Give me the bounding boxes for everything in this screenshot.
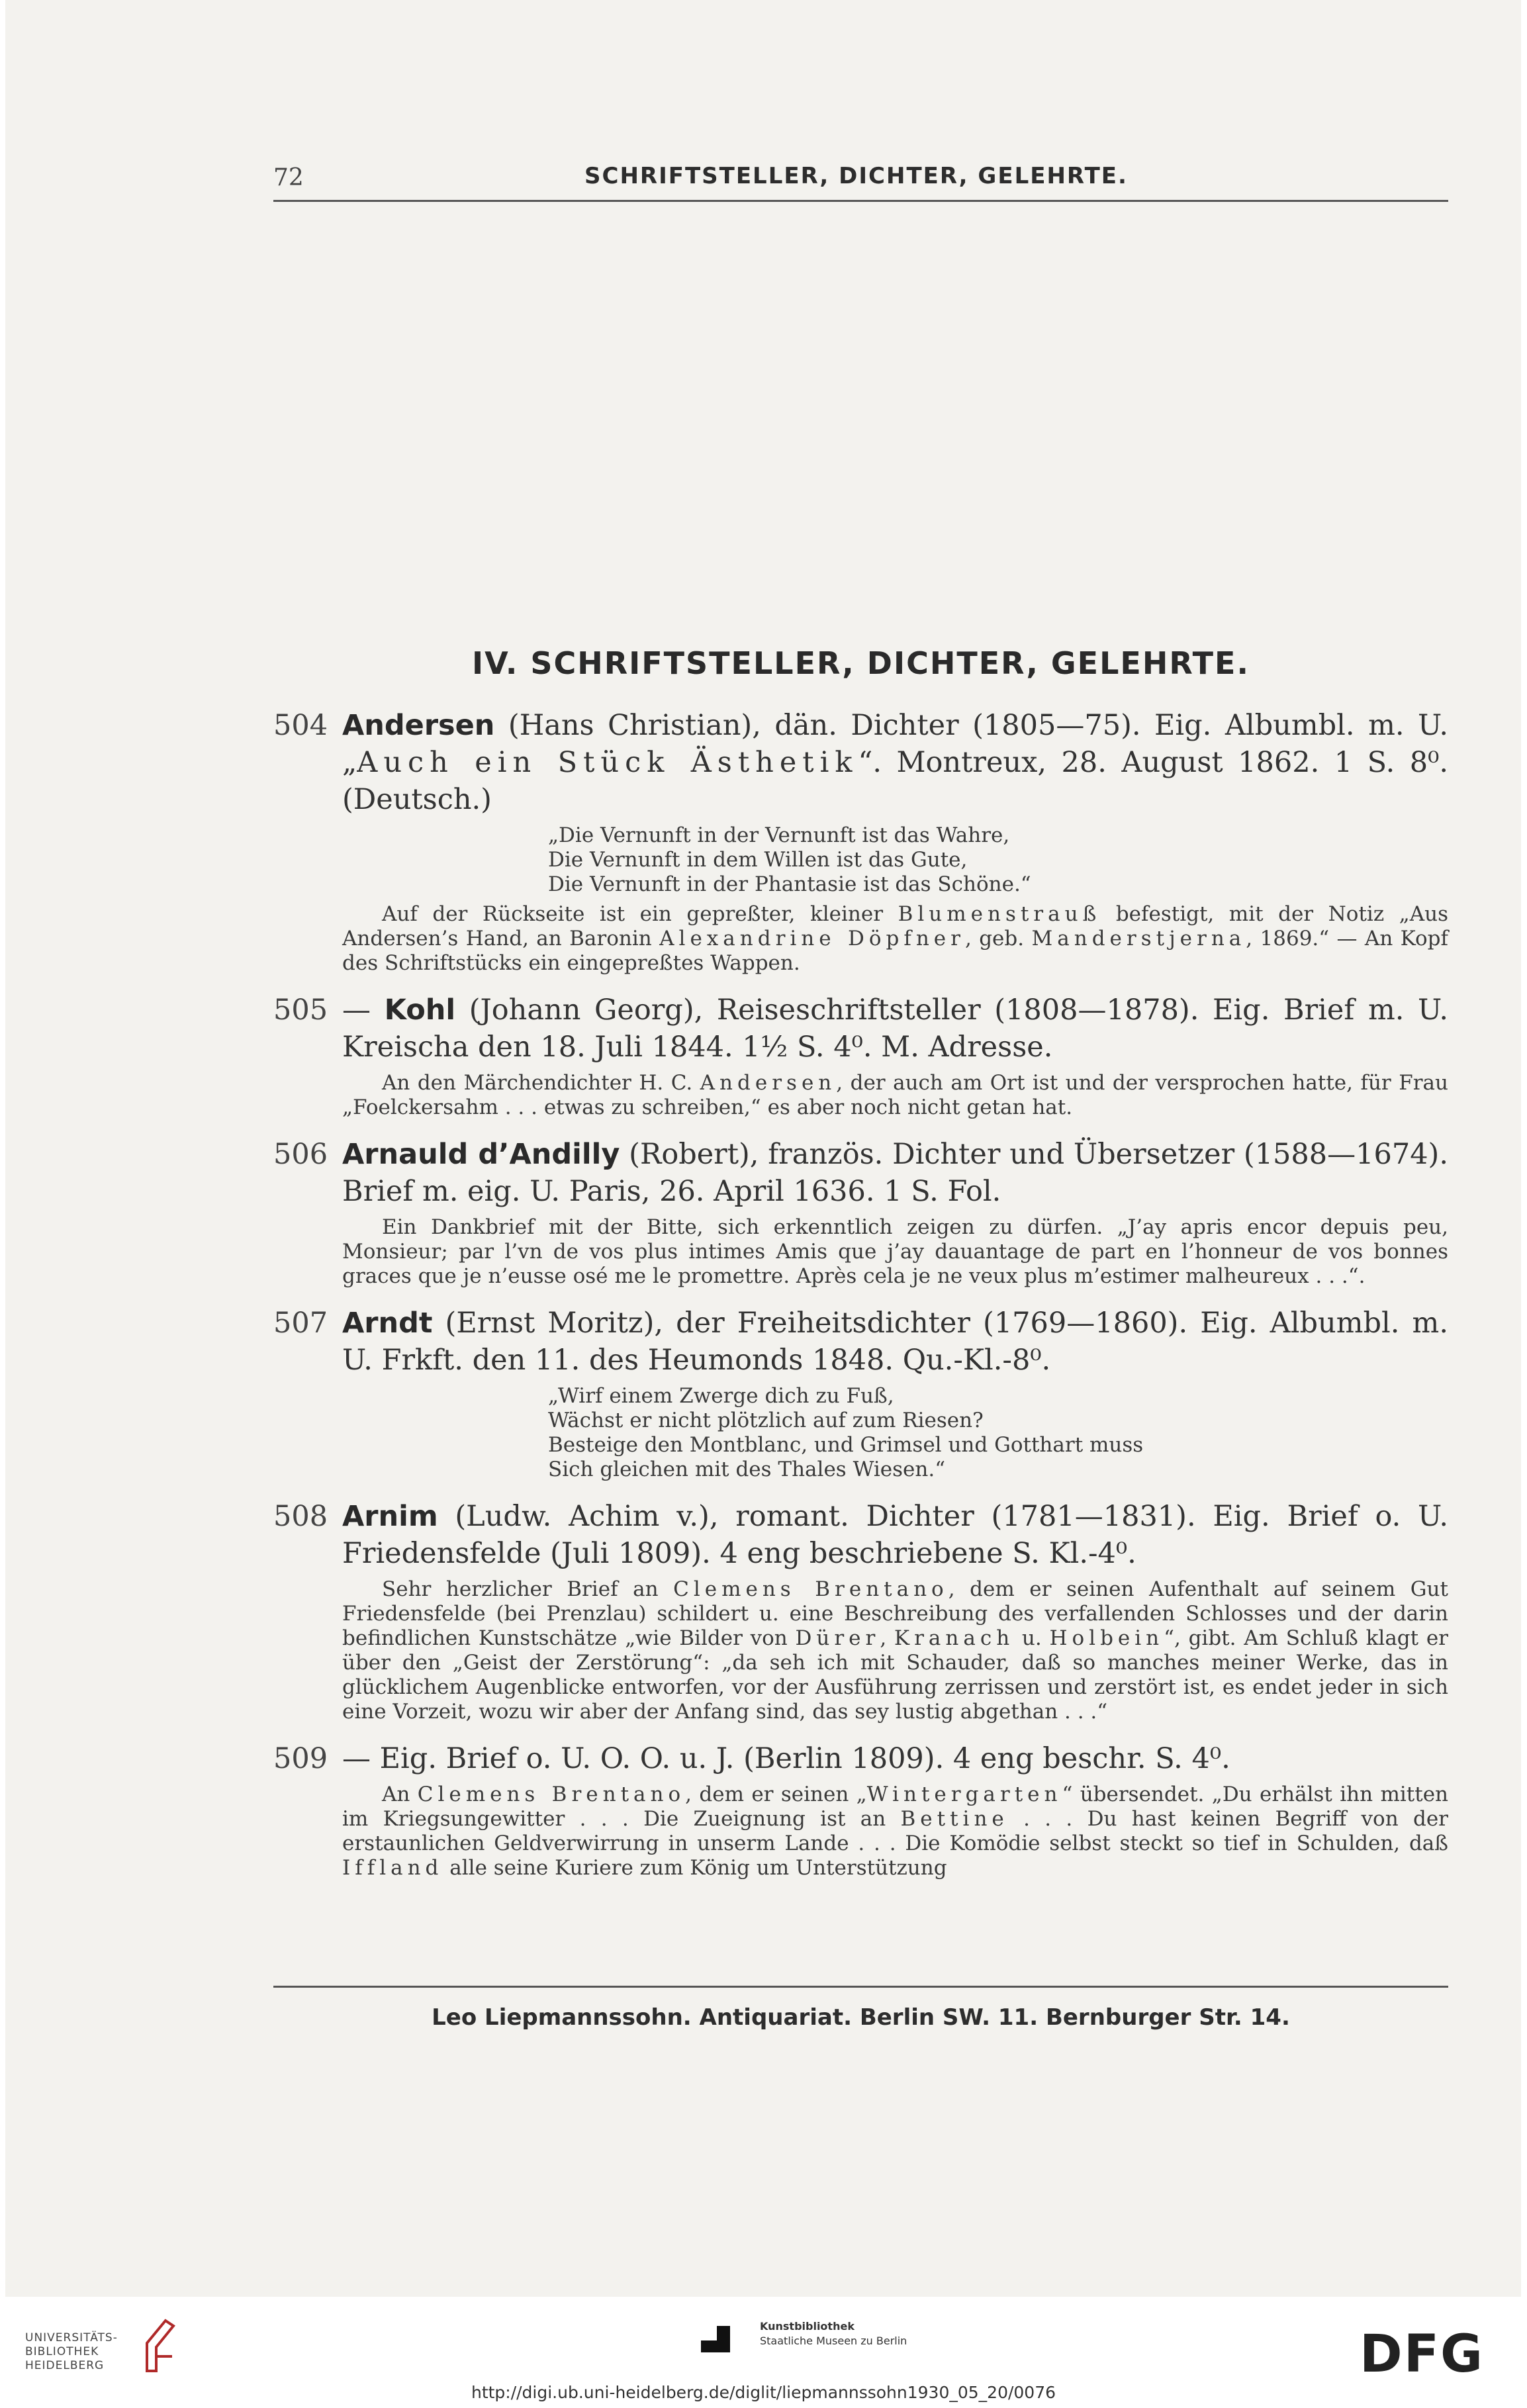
verse-quote: [273, 823, 1448, 897]
source-url-link[interactable]: http://digi.ub.uni-heidelberg.de/diglit/liepmannssohn1930_05_20/0076: [471, 2383, 1056, 2402]
publisher-footer: Leo Liepmannssohn. Antiquariat. Berlin SW. 11. Bernburger Str. 14.: [432, 2004, 1290, 2031]
entry-heading: 509 — Eig. Brief o. U. O. O. u. J. (Berlin 1809). 4 eng beschr. S. 4⁰.: [273, 1740, 1448, 1777]
entry-number: 506: [273, 1138, 328, 1171]
dfg-logo[interactable]: DFG: [1360, 2325, 1485, 2384]
entry-note: Auf der Rückseite ist ein gepreßter, kleiner Blumenstrauß befestigt, mit der Notiz „Aus Andersen’s Hand, an Baronin Alexandrine Döpfner, geb. Manderstjerna, 1869.“ — An Kopf des Schriftstücks ein eingepreßtes Wappen.: [342, 902, 1449, 975]
verse-line: „Wirf einem Zwerge dich zu Fuß,: [548, 1384, 894, 1408]
entry-author-name: Arndt: [342, 1307, 433, 1340]
page-number: 72: [273, 164, 304, 191]
section-title: IV. SCHRIFTSTELLER, DICHTER, GELEHRTE.: [472, 645, 1250, 681]
entry-508: [273, 1498, 1448, 1724]
kunstbibliothek-label[interactable]: Kunstbibliothek Staatliche Museen zu Berlin: [760, 2320, 907, 2347]
entry-author-name: Kohl: [384, 994, 456, 1027]
entry-note: An Clemens Brentano, dem er seinen „Wintergarten“ übersendet. „Du erhälst ihn mitten im Kriegsungewitter . . . Die Zueignung ist an Bettine . . . Du hast keinen Begriff von der erstaunlichen Geldverwirrung in unserm Lande . . . Die Komödie selbst steckt so tief in Schulden, daß Iffland alle seine Kuriere zum König um Unterstützung: [342, 1783, 1449, 1880]
entry-505: [273, 992, 1448, 1120]
entry-note: An den Märchendichter H. C. Andersen, der auch am Ort ist und der versprochen hatte, für Frau „Foelckersahm . . . etwas zu schreiben,“ es aber noch nicht getan hat.: [342, 1071, 1448, 1119]
entry-heading: 506 Arnauld d’Andilly (Robert), französ. Dichter und Übersetzer (1588—1674). Brief m. eig. U. Paris, 26. April 1636. 1 S. Fol.: [273, 1136, 1448, 1210]
entry-heading: 508 Arnim (Ludw. Achim v.), romant. Dichter (1781—1831). Eig. Brief o. U. Friedensfelde (Juli 1809). 4 eng beschriebene S. Kl.-4⁰.: [273, 1498, 1448, 1572]
entry-507: [273, 1305, 1448, 1482]
entry-note: Sehr herzlicher Brief an Clemens Brentano, dem er seinen Aufenthalt auf seinem Gut Friedensfelde (bei Prenzlau) schildert u. eine Beschreibung des verfallenden Schlosses und der darin befindlichen Kunstschätze „wie Bilder von Dürer, Kranach u. Holbein“, gibt. Am Schluß klagt er über den „Geist der Zerstörung“: „da seh ich mit Schauder, daß so manches meiner Werke, das in glücklichem Augenblicke entworfen, vor der Ausführung zerrissen und zerstört ist, es endet jeder in sich eine Vorzeit, wozu wir aber der Anfang sind, das sey lustig abgethan . . .“: [342, 1577, 1449, 1724]
footer-rule: [273, 1986, 1448, 1988]
entry-heading: 504 Andersen (Hans Christian), dän. Dichter (1805—75). Eig. Albumbl. m. U. „Auch ein Stück Ästhetik“. Montreux, 28. August 1862. 1 S. 8⁰. (Deutsch.): [273, 707, 1448, 818]
entry-504: [273, 707, 1448, 976]
entry-author-name: Andersen: [342, 709, 495, 742]
entry-heading: 507 Arndt (Ernst Moritz), der Freiheitsdichter (1769—1860). Eig. Albumbl. m. U. Frkft. den 11. des Heumonds 1848. Qu.-Kl.-8⁰.: [273, 1305, 1448, 1379]
entry-number: 505: [273, 994, 328, 1027]
entry-heading: 505 — Kohl (Johann Georg), Reiseschriftsteller (1808—1878). Eig. Brief m. U. Kreischa den 18. Juli 1844. 1½ S. 4⁰. M. Adresse.: [273, 992, 1448, 1066]
catalogue-entries: [273, 707, 1448, 1896]
running-head-title: SCHRIFTSTELLER, DICHTER, GELEHRTE.: [584, 163, 1128, 189]
entry-number: 507: [273, 1307, 328, 1340]
spaced-text: Auch ein Stück Ästhetik: [357, 746, 858, 779]
kunstbibliothek-logo-icon: [698, 2321, 733, 2355]
entry-number: 504: [273, 709, 328, 742]
verse-line: „Die Vernunft in der Vernunft ist das Wahre,: [548, 823, 1010, 847]
entry-506: [273, 1136, 1448, 1289]
verse-line: Besteige den Montblanc, und Grimsel und Gotthart muss: [548, 1433, 1144, 1457]
entry-author-name: Arnim: [342, 1500, 438, 1533]
entry-number: 508: [273, 1500, 328, 1533]
university-library-logo[interactable]: UNIVERSITÄTS- BIBLIOTHEK HEIDELBERG: [25, 2331, 118, 2372]
verse-line: Die Vernunft in dem Willen ist das Gute,: [548, 848, 968, 872]
entry-author-name: Arnauld d’Andilly: [342, 1138, 620, 1171]
entry-number: 509: [273, 1742, 328, 1775]
running-head: [273, 159, 1448, 205]
verse-line: Die Vernunft in der Phantasie ist das Schöne.“: [548, 872, 1031, 896]
verse-line: Wächst er nicht plötzlich auf zum Riesen?: [548, 1409, 984, 1432]
header-rule: [273, 200, 1448, 202]
entry-note: Ein Dankbrief mit der Bitte, sich erkenntlich zeigen zu dürfen. „J’ay apris encor depuis peu, Monsieur; par l’vn de vos plus intimes Amis que j’ay dauantage de part en l’honneur de vos bonnes graces que je n’eusse osé me le promettre. Après cela je ne veux plus m’estimer malheureux . . .“.: [342, 1215, 1448, 1288]
verse-quote: [273, 1384, 1448, 1482]
university-emblem-icon: [140, 2317, 180, 2375]
verse-line: Sich gleichen mit des Thales Wiesen.“: [548, 1458, 946, 1481]
entry-509: [273, 1740, 1448, 1880]
